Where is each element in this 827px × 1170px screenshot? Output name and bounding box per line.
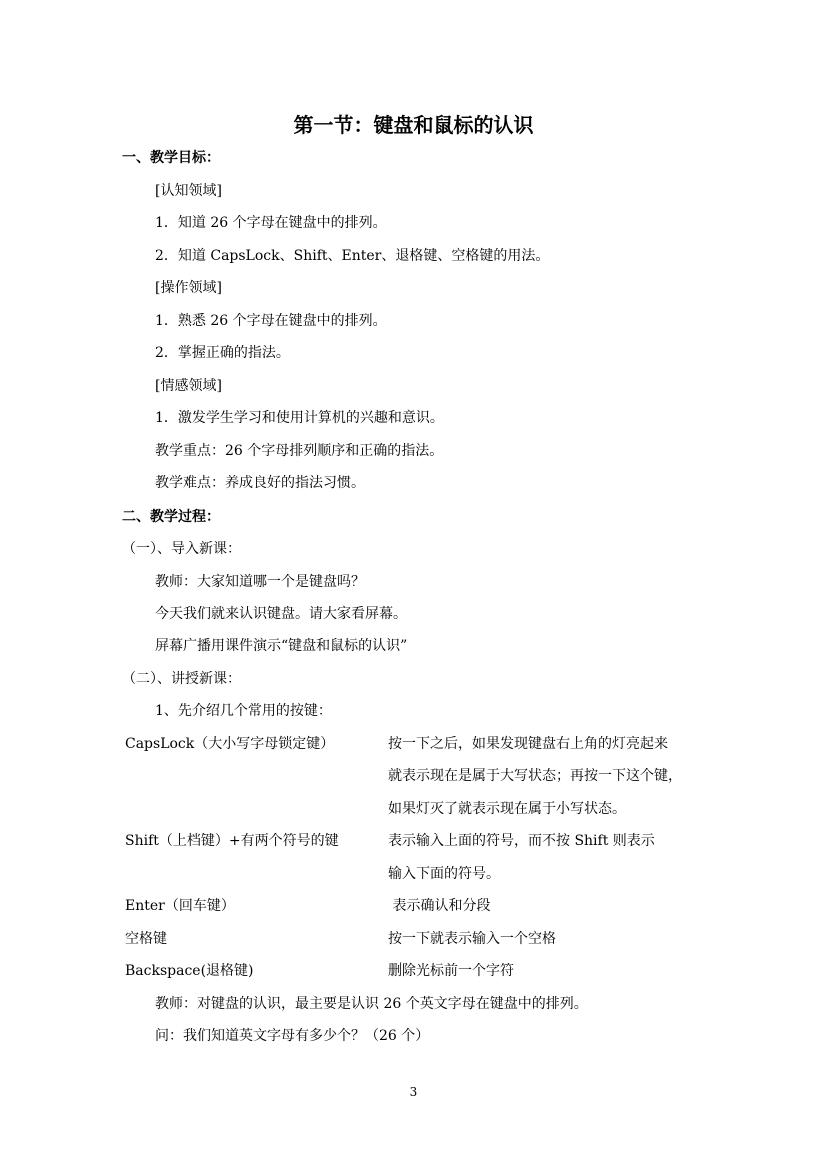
key-name-capslock: CapsLock（大小写字母锁定键） (125, 736, 335, 752)
domain-label-cognitive: [认知领域] (155, 183, 222, 199)
operation-item: 2．掌握正确的指法。 (155, 345, 290, 361)
cognitive-item: 2．知道 CapsLock、Shift、Enter、退格键、空格键的用法。 (155, 248, 550, 264)
intro-line: 教师：大家知道哪一个是键盘吗？ (155, 574, 365, 590)
key-name-backspace: Backspace(退格键) (125, 963, 254, 979)
question-line: 问：我们知道英文字母有多少个？（26 个） (155, 1028, 430, 1044)
keys-intro: 1、先介绍几个常用的按键： (155, 703, 332, 719)
key-desc-shift: 表示输入上面的符号，而不按 Shift 则表示 (388, 833, 655, 849)
subsection-heading-teaching: （二）、讲授新课： (122, 671, 241, 687)
page-number: 3 (409, 1085, 418, 1099)
key-name-space: 空格键 (125, 931, 167, 947)
key-name-shift: Shift（上档键）+有两个符号的键 (125, 833, 339, 849)
key-point: 教学重点：26 个字母排列顺序和正确的指法。 (155, 443, 444, 459)
difficulty: 教学难点：养成良好的指法习惯。 (155, 475, 365, 491)
key-name-enter: Enter（回车键） (125, 898, 235, 914)
key-desc-enter: 表示确认和分段 (388, 898, 491, 914)
domain-label-operation: [操作领域] (155, 280, 222, 296)
domain-label-emotion: [情感领域] (155, 378, 222, 394)
key-desc-capslock: 按一下之后，如果发现键盘右上角的灯亮起来 (388, 736, 668, 752)
key-desc-backspace: 删除光标前一个字符 (388, 963, 514, 979)
operation-item: 1．熟悉 26 个字母在键盘中的排列。 (155, 313, 387, 329)
intro-line: 屏幕广播用课件演示“键盘和鼠标的认识” (155, 638, 408, 654)
key-desc-capslock: 如果灯灭了就表示现在属于小写状态。 (388, 801, 626, 817)
teacher-line: 教师：对键盘的认识，最主要是认识 26 个英文字母在键盘中的排列。 (155, 996, 588, 1012)
cognitive-item: 1．知道 26 个字母在键盘中的排列。 (155, 215, 387, 231)
key-desc-capslock: 就表示现在是属于大写状态；再按一下这个键， (388, 768, 682, 784)
key-desc-shift: 输入下面的符号。 (388, 866, 500, 882)
section-heading-process: 二、教学过程： (122, 509, 220, 525)
page-title: 第一节：键盘和鼠标的认识 (293, 113, 534, 137)
intro-line: 今天我们就来认识键盘。请大家看屏幕。 (155, 606, 407, 622)
key-desc-space: 按一下就表示输入一个空格 (388, 931, 556, 947)
subsection-heading-intro: （一）、导入新课： (122, 541, 241, 557)
emotion-item: 1．激发学生学习和使用计算机的兴趣和意识。 (155, 410, 444, 426)
section-heading-objectives: 一、教学目标： (122, 150, 220, 166)
